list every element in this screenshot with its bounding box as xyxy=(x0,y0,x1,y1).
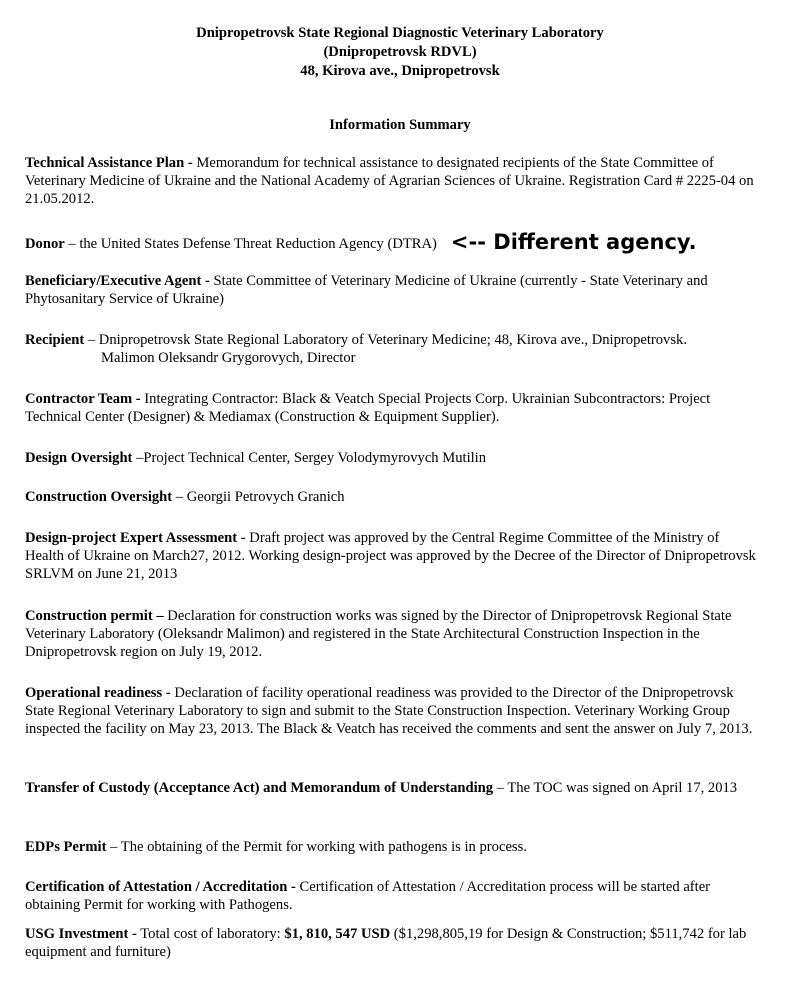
section-text: Certification of Attestation / Accreditation process will be started after obtaining Permit for working with Pathogens. xyxy=(25,879,711,913)
section-usg-investment xyxy=(25,925,775,961)
section-label: EDPs Permit xyxy=(25,839,107,855)
section-construction-permit xyxy=(25,607,760,661)
section-technical-assistance-plan xyxy=(25,154,760,208)
section-transfer-of-custody xyxy=(25,779,760,797)
section-text: – Georgii Petrovych Granich xyxy=(172,489,345,505)
donor-annotation: <-- Different agency. xyxy=(450,230,697,254)
section-label: Recipient xyxy=(25,332,85,348)
section-label: Design-project Expert Assessment - xyxy=(25,530,246,546)
section-label: Design Oversight xyxy=(25,450,133,466)
section-text: Total cost of laboratory: xyxy=(136,926,285,942)
document-header xyxy=(0,24,800,81)
section-recipient xyxy=(25,331,760,367)
section-label: Beneficiary/Executive Agent - xyxy=(25,273,210,289)
section-label: Construction permit – xyxy=(25,608,164,624)
section-text: – the United States Defense Threat Reduction Agency (DTRA) xyxy=(64,236,437,252)
section-text: Integrating Contractor: Black & Veatch Special Projects Corp. Ukrainian Subcontractors: Project Technical Center (Designer) & Mediamax (Construction & Equipment Supplier). xyxy=(25,391,711,425)
section-design-project-assessment xyxy=(25,529,760,583)
section-text: –Project Technical Center, Sergey Volodymyrovych Mutilin xyxy=(132,450,487,466)
section-contractor-team xyxy=(25,390,760,426)
section-label: Construction Oversight xyxy=(25,489,173,505)
section-text: Draft project was approved by the Central Regime Committee of the Ministry of Health of Ukraine on March27, 2012. Working design-project was approved by the Decree of the Director of Dnipropetrovsk SRLVM on June 21, 2013 xyxy=(25,530,756,582)
header-lab-abbreviation: (Dnipropetrovsk RDVL) xyxy=(323,44,477,60)
header-lab-name: Dnipropetrovsk State Regional Diagnostic Veterinary Laboratory xyxy=(196,25,604,41)
section-label: Certification of Attestation / Accreditation - xyxy=(25,879,296,895)
section-label: Technical Assistance Plan - xyxy=(25,155,193,171)
section-text: – Dnipropetrovsk State Regional Laboratory of Veterinary Medicine; 48, Kirova ave., Dnipropetrovsk. xyxy=(84,332,687,348)
section-edps-permit xyxy=(25,838,760,856)
section-construction-oversight xyxy=(25,488,760,506)
section-label: USG Investment - xyxy=(25,926,137,942)
section-text: Declaration of facility operational readiness was provided to the Director of the Dnipropetrovsk State Regional Veterinary Laboratory to sign and submit to the State Construction Inspection. Veterinary Working Group inspected the facility on May 23, 2013. The Black & Veatch has received the comments and sent the answer on July 7, 2013. xyxy=(25,685,753,737)
section-donor xyxy=(25,232,785,253)
section-text: Declaration for construction works was signed by the Director of Dnipropetrovsk Regional State Veterinary Laboratory (Oleksandr Malimon) and registered in the State Architectural Construction Inspection in the Dnipropetrovsk region on July 19, 2012. xyxy=(25,608,732,660)
section-beneficiary xyxy=(25,272,760,308)
recipient-director: Malimon Oleksandr Grygorovych, Director xyxy=(101,350,356,366)
header-address: 48, Kirova ave., Dnipropetrovsk xyxy=(300,63,500,79)
section-text: ($1,298,805,19 for Design & Construction; $511,742 for lab equipment and furniture) xyxy=(25,926,747,960)
section-label: Operational readiness - xyxy=(25,685,171,701)
section-operational-readiness xyxy=(25,684,760,738)
section-design-oversight xyxy=(25,449,760,467)
section-text: State Committee of Veterinary Medicine of Ukraine (currently - State Veterinary and Phytosanitary Service of Ukraine) xyxy=(25,273,708,307)
section-text: – The obtaining of the Permit for working with pathogens is in process. xyxy=(106,839,527,855)
summary-title: Information Summary xyxy=(329,117,471,133)
section-text: Memorandum for technical assistance to designated recipients of the State Committee of Veterinary Medicine of Ukraine and the National Academy of Agrarian Sciences of Ukraine. Registration Card # 2225-04 on 21.05.2012. xyxy=(25,155,754,207)
section-label: Donor xyxy=(25,236,65,252)
section-certification xyxy=(25,878,760,914)
usg-investment-amount: $1, 810, 547 USD xyxy=(284,926,391,942)
section-text: – The TOC was signed on April 17, 2013 xyxy=(493,780,738,796)
section-label: Transfer of Custody (Acceptance Act) and Memorandum of Understanding xyxy=(25,780,494,796)
section-label: Contractor Team - xyxy=(25,391,141,407)
